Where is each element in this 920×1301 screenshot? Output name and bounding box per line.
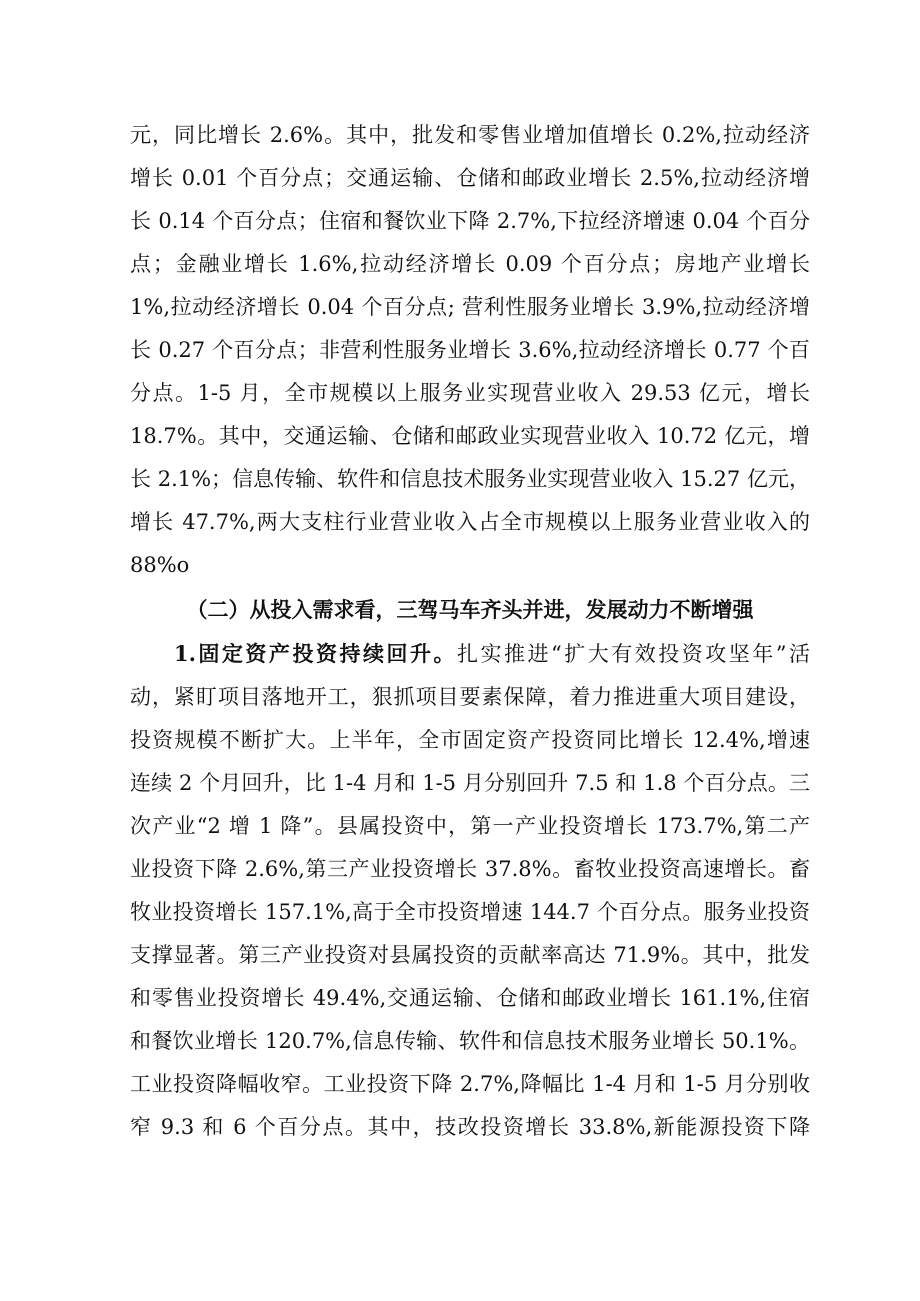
body-text-line: 元，同比增长 2.6%。其中，批发和零售业增加值增长 0.2%,拉动经济: [130, 123, 810, 147]
body-text-line: 业投资下降 2.6%,第三产业投资增长 37.8%。畜牧业投资高速增长。畜: [130, 857, 810, 881]
body-text-line: 分点。1-5 月，全市规模以上服务业实现营业收入 29.53 亿元，增长: [130, 381, 810, 405]
body-text-line: 窄 9.3 和 6 个百分点。其中，技改投资增长 33.8%,新能源投资下降: [130, 1115, 810, 1139]
subsection-lead: 1.固定资产投资持续回升。: [174, 641, 457, 666]
body-text-line: 18.7%。其中，交通运输、仓储和邮政业实现营业收入 10.72 亿元，增: [130, 424, 810, 448]
body-text-line: 工业投资降幅收窄。工业投资下降 2.7%,降幅比 1-4 月和 1-5 月分别收: [130, 1072, 810, 1096]
body-text-line: [174, 634, 810, 674]
body-text-line: 88%o: [130, 553, 190, 577]
body-text-line: 连续 2 个月回升，比 1-4 月和 1-5 月分别回升 7.5 和 1.8 个百分点。三: [130, 771, 810, 795]
body-text-line: 点；金融业增长 1.6%,拉动经济增长 0.09 个百分点；房地产业增长: [130, 252, 810, 276]
section-heading: （二）从投入需求看，三驾马车齐头并进，发展动力不断增强: [186, 597, 754, 622]
body-text-line: 动，紧盯项目落地开工，狠抓项目要素保障，着力推进重大项目建设，: [130, 685, 810, 709]
body-text-span: 扎实推进“扩大有效投资攻坚年”活: [456, 642, 810, 666]
body-text-line: 长 0.27 个百分点；非营利性服务业增长 3.6%,拉动经济增长 0.77 个百: [130, 338, 810, 362]
body-text-line: 长 0.14 个百分点；住宿和餐饮业下降 2.7%,下拉经济增速 0.04 个百分: [130, 209, 810, 233]
body-text-line: 长 2.1%；信息传输、软件和信息技术服务业实现营业收入 15.27 亿元，: [130, 467, 810, 491]
body-text-line: 增长 0.01 个百分点；交通运输、仓储和邮政业增长 2.5%,拉动经济增: [130, 166, 810, 190]
body-text-line: 增长 47.7%,两大支柱行业营业收入占全市规模以上服务业营业收入的: [130, 510, 810, 534]
body-text-line: 1%,拉动经济增长 0.04 个百分点; 营利性服务业增长 3.9%,拉动经济增: [130, 295, 810, 319]
body-text-line: 和零售业投资增长 49.4%,交通运输、仓储和邮政业增长 161.1%,住宿: [130, 986, 810, 1010]
body-text-line: 次产业“2 增 1 降”。县属投资中，第一产业投资增长 173.7%,第二产: [130, 814, 810, 838]
body-text-line: 牧业投资增长 157.1%,高于全市投资增速 144.7 个百分点。服务业投资: [130, 900, 810, 924]
body-text-line: 投资规模不断扩大。上半年，全市固定资产投资同比增长 12.4%,增速: [130, 728, 810, 752]
body-text-line: 和餐饮业增长 120.7%,信息传输、软件和信息技术服务业增长 50.1%。: [130, 1029, 810, 1053]
body-text-line: 支撑显著。第三产业投资对县属投资的贡献率高达 71.9%。其中，批发: [130, 943, 810, 967]
